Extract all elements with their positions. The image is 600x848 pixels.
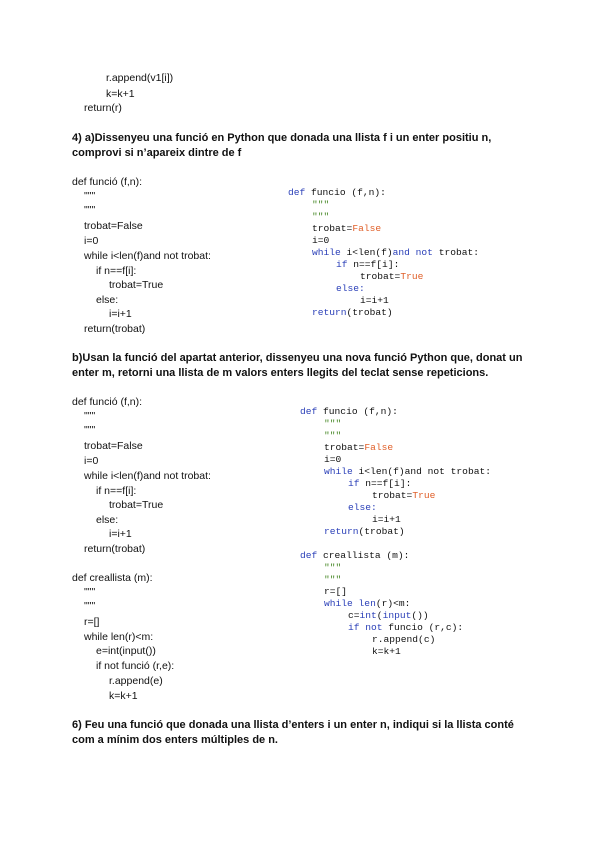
builtin: len (352, 598, 376, 609)
snippet-line: """ (312, 199, 330, 210)
constant: True (400, 271, 424, 282)
code-text: n==f[i]: (347, 259, 400, 270)
snippet-line (312, 223, 381, 235)
keyword: return (324, 526, 359, 537)
snippet-line: """ (324, 562, 342, 573)
builtin: int (359, 610, 377, 621)
code-line: while i<len(f)and not trobat: (84, 470, 211, 482)
snippet-line: """ (324, 574, 342, 585)
keyword: while (324, 598, 353, 609)
snippet-line: i=0 (324, 454, 342, 465)
code-line: """ (84, 424, 96, 436)
snippet-line: i=i+1 (360, 295, 389, 306)
question-6-heading-line2: com a mínim dos enters múltiples de n. (72, 734, 278, 746)
code-line: k=k+1 (106, 88, 135, 100)
code-line: """ (84, 204, 96, 216)
code-line: def funció (f,n): (72, 176, 143, 188)
keyword: def (300, 406, 318, 417)
code-line: r=[] (84, 616, 100, 628)
code-text: trobat= (372, 490, 413, 501)
code-line: def funció (f,n): (72, 396, 143, 408)
code-line: while len(r)<m: (84, 631, 154, 643)
snippet-line: else: (348, 502, 377, 513)
code-line: trobat=True (109, 279, 164, 291)
code-text: funcio (f,n): (305, 187, 386, 198)
snippet-line (312, 247, 479, 259)
snippet-line (300, 550, 409, 562)
snippet-line (324, 442, 393, 454)
question-4b-heading-line2: enter m, retorni una llista de m valors enters llegits del teclat sense repeticions. (72, 367, 489, 379)
question-4a-heading-line1: 4) a)Dissenyeu una funció en Python que donada una llista f i un enter positiu n, (72, 132, 492, 144)
code-text: creallista (m): (317, 550, 410, 561)
code-line: if n==f[i]: (96, 485, 137, 497)
code-text: i<len(f)and not trobat: (352, 466, 491, 477)
snippet-line: r.append(c) (372, 634, 436, 645)
code-line: else: (96, 294, 119, 306)
code-text: trobat: (432, 247, 479, 258)
code-line: """ (84, 410, 96, 422)
snippet-line (348, 478, 411, 490)
builtin: input (382, 610, 412, 621)
code-line: r.append(v1[i]) (106, 72, 174, 84)
snippet-line: i=i+1 (372, 514, 401, 525)
code-text: (trobat) (346, 307, 393, 318)
snippet-line: """ (312, 211, 330, 222)
code-text: funcio (r,c): (382, 622, 464, 633)
constant: False (364, 442, 394, 453)
keyword: if (348, 478, 360, 489)
question-6-heading-line1: 6) Feu una funció que donada una llista d’enters i un enter n, indiqui si la llista conté (72, 719, 514, 731)
code-line: return(r) (84, 102, 122, 114)
code-text: ()) (411, 610, 429, 621)
code-line: else: (96, 514, 119, 526)
code-text: trobat= (324, 442, 365, 453)
snippet-line (324, 598, 410, 610)
code-line: i=0 (84, 235, 99, 247)
code-text: n==f[i]: (359, 478, 412, 489)
code-line: return(trobat) (84, 543, 146, 555)
keyword: def (300, 550, 318, 561)
code-line: trobat=False (84, 220, 143, 232)
code-text: (r)<m: (375, 598, 411, 609)
keyword: while (324, 466, 353, 477)
code-line: """ (84, 190, 96, 202)
snippet-line (360, 271, 423, 283)
snippet-line (288, 187, 386, 199)
code-text: trobat= (312, 223, 353, 234)
snippet-line (372, 490, 435, 502)
snippet-line (348, 622, 463, 634)
constant: True (412, 490, 436, 501)
code-text: c= (348, 610, 360, 621)
question-4a-heading-line2: comprovi si n’apareix dintre de f (72, 147, 242, 159)
constant: False (352, 223, 382, 234)
snippet-line: i=0 (312, 235, 330, 246)
snippet-line (336, 259, 399, 271)
keyword: if (336, 259, 348, 270)
snippet-line: r=[] (324, 586, 348, 597)
snippet-line (348, 610, 429, 622)
snippet-line: """ (324, 418, 342, 429)
keyword: while (312, 247, 341, 258)
code-line: r.append(e) (109, 675, 163, 687)
code-text: ( (376, 610, 383, 621)
code-line: trobat=True (109, 499, 164, 511)
code-line: def creallista (m): (72, 572, 153, 584)
keyword: and not (392, 247, 433, 258)
code-text: trobat= (360, 271, 401, 282)
code-line: i=i+1 (109, 528, 132, 540)
code-line: if n==f[i]: (96, 265, 137, 277)
code-text: funcio (f,n): (317, 406, 398, 417)
snippet-line (324, 526, 405, 538)
snippet-line (312, 307, 393, 319)
snippet-line (324, 466, 491, 478)
code-text: (trobat) (358, 526, 405, 537)
code-line: k=k+1 (109, 690, 138, 702)
code-line: i=i+1 (109, 308, 132, 320)
code-text: i<len(f) (340, 247, 393, 258)
code-line: i=0 (84, 455, 99, 467)
snippet-line (300, 406, 398, 418)
code-line: if not funció (r,e): (96, 660, 175, 672)
keyword: return (312, 307, 347, 318)
keyword: if not (348, 622, 383, 633)
snippet-line: """ (324, 430, 342, 441)
snippet-line: else: (336, 283, 365, 294)
code-line: """ (84, 600, 96, 612)
code-line: return(trobat) (84, 323, 146, 335)
snippet-line: k=k+1 (372, 646, 401, 657)
code-line: e=int(input()) (96, 645, 156, 657)
code-line: trobat=False (84, 440, 143, 452)
code-line: while i<len(f)and not trobat: (84, 250, 211, 262)
code-line: """ (84, 586, 96, 598)
keyword: def (288, 187, 306, 198)
question-4b-heading-line1: b)Usan la funció del apartat anterior, dissenyeu una nova funció Python que, donat un (72, 352, 523, 364)
